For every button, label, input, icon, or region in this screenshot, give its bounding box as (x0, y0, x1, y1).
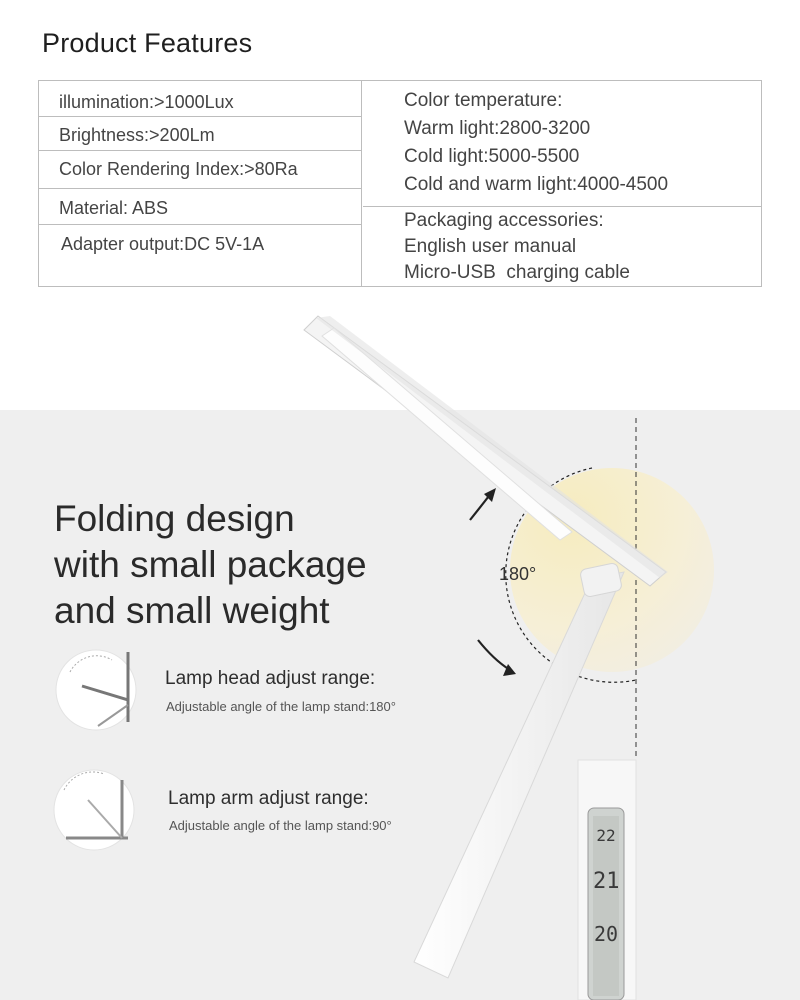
lcd-row-1: 22 (596, 826, 616, 845)
spec-illumination: illumination:>1000Lux (39, 81, 361, 117)
lamp-head-range-title: Lamp head adjust range: (165, 668, 376, 689)
cold-light-range: Cold light:5000-5500 (404, 146, 580, 167)
lcd-readout (593, 818, 619, 958)
packaging-heading: Packaging accessories: (404, 210, 604, 231)
packaging-manual: English user manual (404, 236, 577, 257)
spec-brightness: Brightness:>200Lm (39, 117, 361, 151)
spec-adapter: Adapter output:DC 5V-1A (61, 234, 265, 254)
packaging-cable: Micro-USB charging cable (404, 262, 630, 283)
lamp-head-range-subtitle: Adjustable angle of the lamp stand:180° (166, 699, 396, 714)
page-title: Product Features (42, 28, 253, 58)
headline-line-3: and small weight (54, 590, 330, 631)
lcd-row-3: 20 (593, 922, 619, 946)
headline (54, 496, 367, 634)
color-temp-heading: Color temperature: (404, 90, 563, 111)
lamp-arm-range-icon (54, 770, 134, 850)
lamp-head-range-icon (56, 650, 136, 730)
lcd-row-2: 21 (593, 869, 620, 894)
spec-material: Material: ABS (39, 189, 361, 225)
warm-light-range: Warm light:2800-3200 (404, 118, 591, 139)
headline-line-1: Folding design (54, 498, 295, 539)
rotation-angle-label: 180° (499, 564, 537, 584)
spec-cri: Color Rendering Index:>80Ra (39, 151, 361, 189)
lamp-arm-range-subtitle: Adjustable angle of the lamp stand:90° (169, 818, 392, 833)
rotation-arrow-bottom-icon (478, 640, 510, 670)
cold-warm-light-range: Cold and warm light:4000-4500 (404, 174, 669, 195)
lamp-arm-range-title: Lamp arm adjust range: (168, 788, 369, 809)
headline-line-2: with small package (54, 544, 367, 585)
